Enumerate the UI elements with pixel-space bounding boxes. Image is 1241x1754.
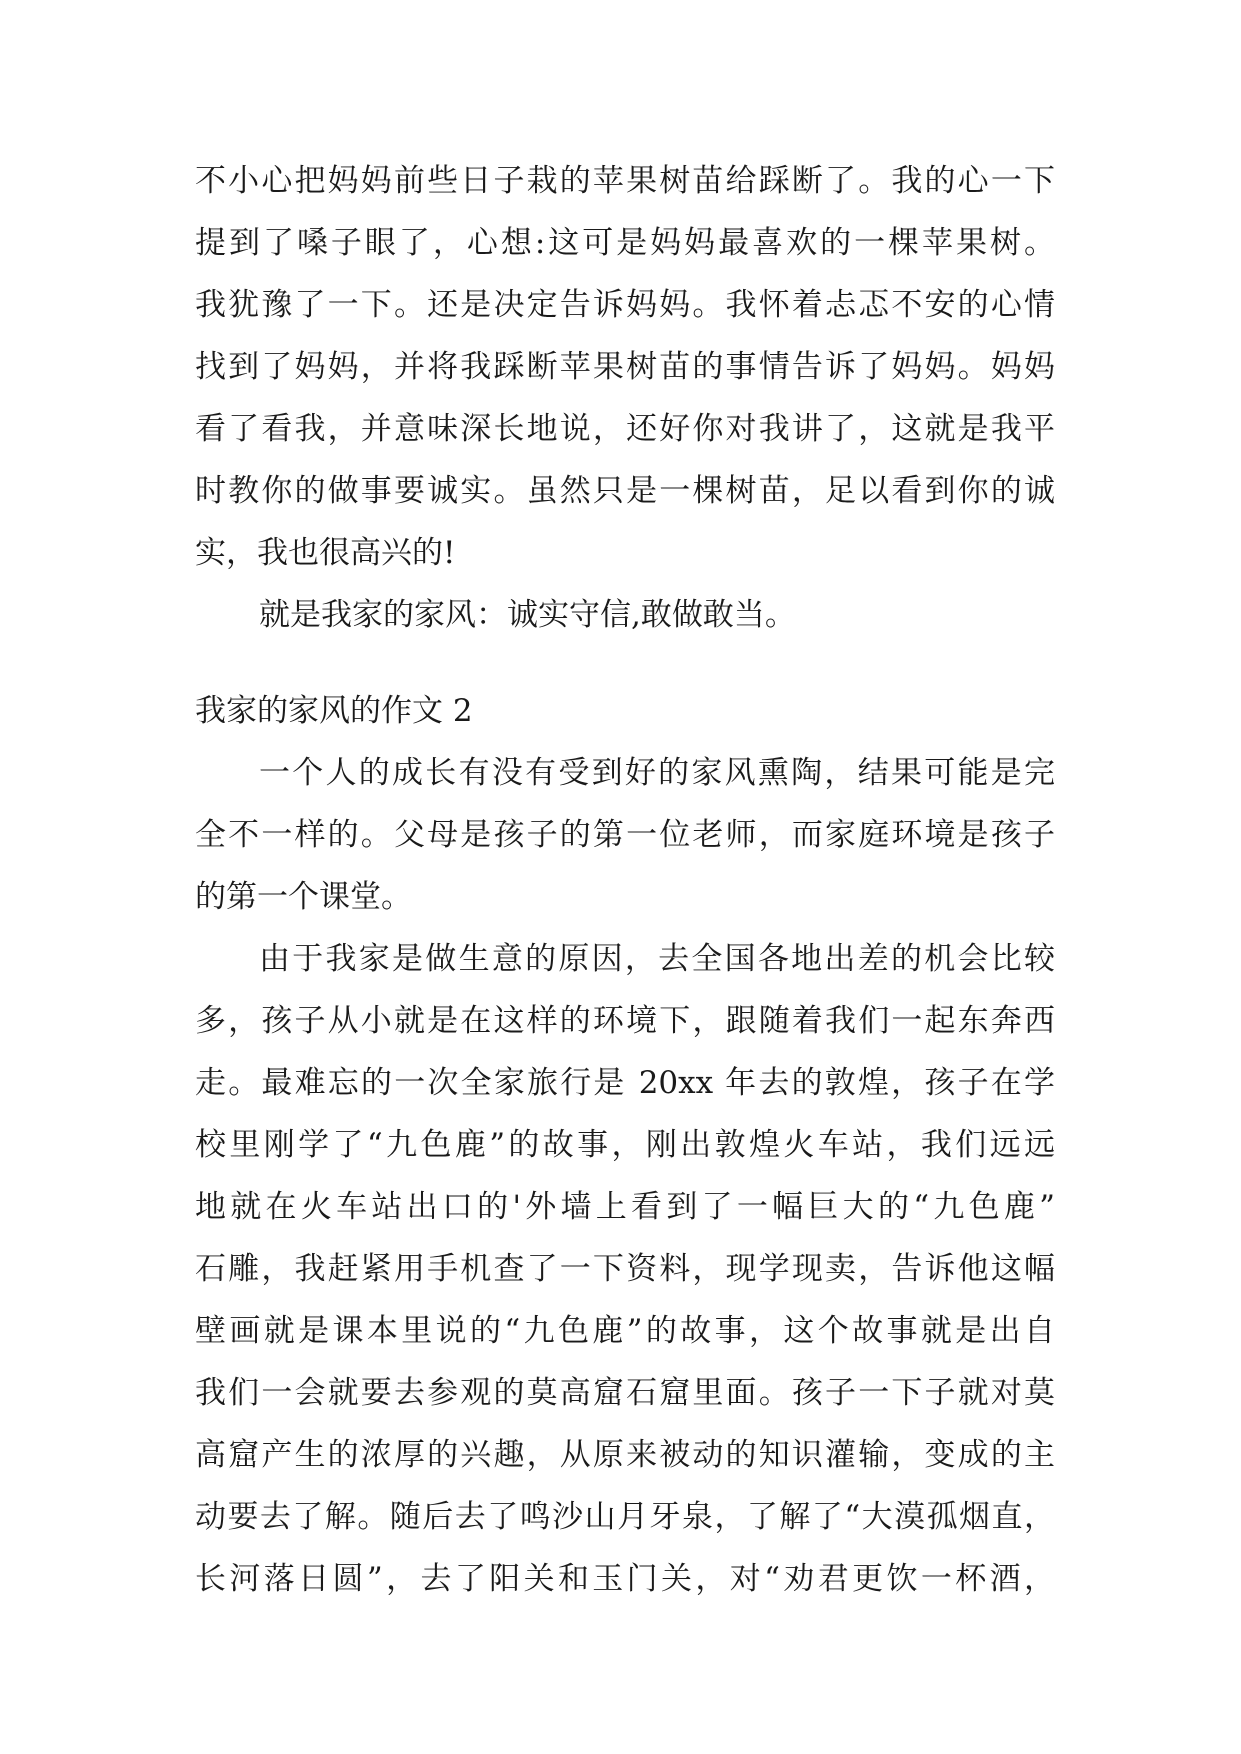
text-line: 走。最难忘的一次全家旅行是 20xx 年去的敦煌，孩子在学	[195, 1065, 1055, 1101]
text-line: 一个人的成长有没有受到好的家风熏陶，结果可能是完	[259, 755, 1055, 791]
essay-paragraph-2	[195, 928, 1055, 1610]
story-continuation	[195, 150, 1055, 646]
essay-paragraph-1	[195, 742, 1055, 928]
text-line: 实，我也很高兴的!	[195, 535, 456, 571]
text-line: 多，孩子从小就是在这样的环境下，跟随着我们一起东奔西	[195, 1003, 1055, 1039]
text-line: 石雕，我赶紧用手机查了一下资料，现学现卖，告诉他这幅	[195, 1251, 1055, 1287]
text-line: 提到了嗓子眼了，心想:这可是妈妈最喜欢的一棵苹果树。	[195, 225, 1055, 261]
text-line: 动要去了解。随后去了鸣沙山月牙泉，了解了“大漠孤烟直，	[195, 1499, 1055, 1535]
text-line: 找到了妈妈，并将我踩断苹果树苗的事情告诉了妈妈。妈妈	[195, 349, 1055, 385]
text-line: 地就在火车站出口的'外墙上看到了一幅巨大的“九色鹿”	[195, 1189, 1055, 1225]
text-line: 由于我家是做生意的原因，去全国各地出差的机会比较	[259, 941, 1055, 977]
text-line: 不小心把妈妈前些日子栽的苹果树苗给踩断了。我的心一下	[195, 163, 1055, 199]
text-line: 高窟产生的浓厚的兴趣，从原来被动的知识灌输，变成的主	[195, 1437, 1055, 1473]
text-line: 长河落日圆”，去了阳关和玉门关，对“劝君更饮一杯酒，	[195, 1561, 1055, 1597]
text-line: 我们一会就要去参观的莫高窟石窟里面。孩子一下子就对莫	[195, 1375, 1055, 1411]
closing-line: 就是我家的家风：诚实守信,敢做敢当。	[259, 597, 796, 633]
text-line: 校里刚学了“九色鹿”的故事，刚出敦煌火车站，我们远远	[195, 1127, 1055, 1163]
text-line: 全不一样的。父母是孩子的第一位老师，而家庭环境是孩子	[195, 817, 1055, 853]
text-line: 时教你的做事要诚实。虽然只是一棵树苗，足以看到你的诚	[195, 473, 1055, 509]
essay-heading: 我家的家风的作文 2	[195, 693, 473, 729]
text-line: 的第一个课堂。	[195, 879, 412, 915]
text-line: 看了看我，并意味深长地说，还好你对我讲了，这就是我平	[195, 411, 1055, 447]
text-line: 壁画就是课本里说的“九色鹿”的故事，这个故事就是出自	[195, 1313, 1055, 1349]
text-line: 我犹豫了一下。还是决定告诉妈妈。我怀着忐忑不安的心情	[195, 287, 1055, 323]
